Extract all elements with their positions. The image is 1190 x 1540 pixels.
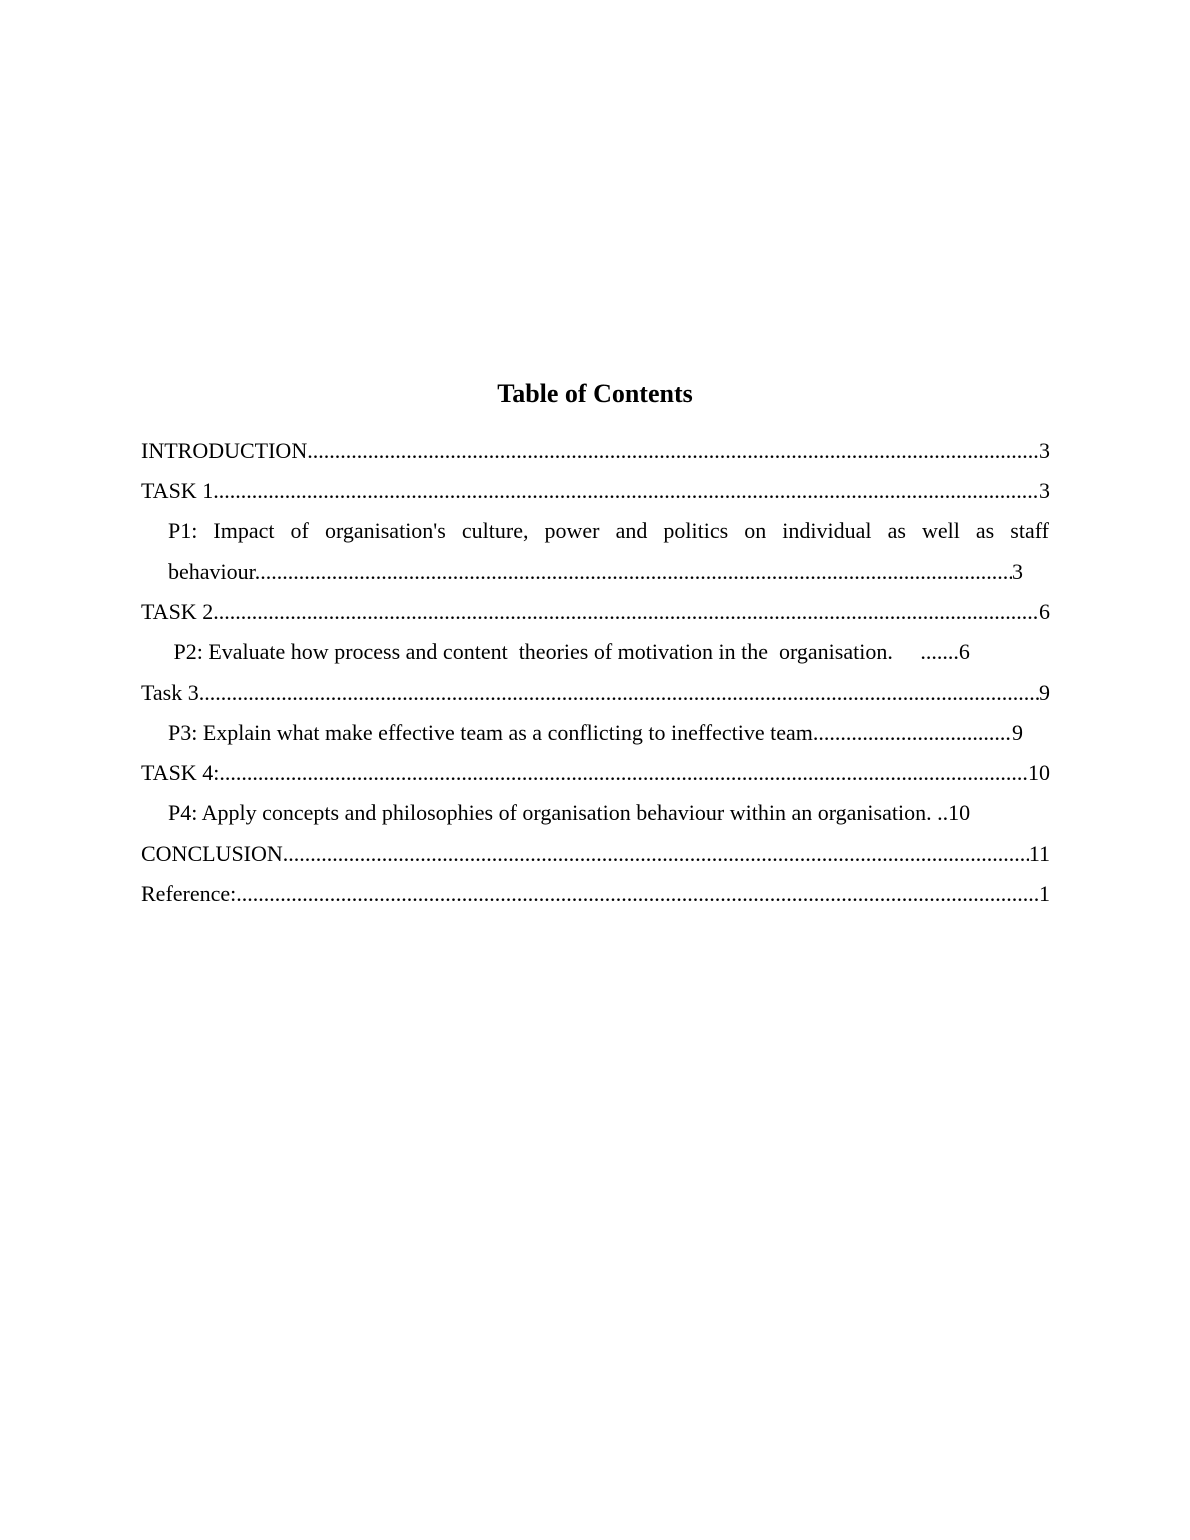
toc-dot-leader [213, 599, 1039, 625]
toc-entry-label: TASK 4: [141, 760, 220, 785]
toc-entry-p1-line-2[interactable] [168, 559, 1023, 585]
toc-entry-label: TASK 2 [141, 599, 214, 624]
toc-entry-task-2[interactable] [141, 599, 1050, 625]
toc-entry-p4[interactable]: P4: Apply concepts and philosophies of organisation behaviour within an organisation. ..10 [168, 800, 971, 825]
toc-entry-p2[interactable]: P2: Evaluate how process and content theories of motivation in the organisation. .......6 [168, 639, 970, 664]
toc-entry-introduction[interactable] [141, 438, 1050, 464]
toc-entry-label: Reference: [141, 881, 237, 906]
toc-entry-p1-line-1[interactable]: P1: Impact of organisation's culture, power and politics on individual as well as staff [168, 518, 1049, 543]
toc-entry-label: P3: Explain what make effective team as a conflicting to ineffective team [168, 720, 813, 745]
toc-entry-task-1[interactable] [141, 478, 1050, 504]
toc-entry-label: behaviour. [168, 559, 261, 584]
toc-dot-leader [236, 881, 1039, 907]
toc-dot-leader [219, 760, 1028, 786]
toc-dot-leader [260, 559, 1012, 585]
toc-entry-page: 3 [1012, 559, 1023, 584]
toc-entry-task-4[interactable] [141, 760, 1050, 786]
toc-entry-page: 9 [1039, 680, 1050, 705]
toc-dot-leader [307, 438, 1039, 464]
toc-entry-label: TASK 1 [141, 478, 214, 503]
toc-entry-page: 9 [1012, 720, 1023, 745]
toc-entry-page: 6 [1039, 599, 1050, 624]
toc-entry-task-3[interactable] [141, 680, 1050, 706]
toc-dot-leader [199, 680, 1039, 706]
toc-entry-page: 10 [1028, 760, 1050, 785]
toc-entry-conclusion[interactable] [141, 841, 1050, 867]
toc-entry-page: 3 [1039, 478, 1050, 503]
toc-entry-page: 3 [1039, 438, 1050, 463]
toc-entry-page: 11 [1028, 841, 1050, 866]
toc-title: Table of Contents [497, 379, 693, 408]
toc-dot-leader [813, 720, 1012, 746]
toc-entry-label: Task 3 [141, 680, 199, 705]
toc-entry-p3[interactable] [168, 720, 1023, 746]
toc-dot-leader [283, 841, 1029, 867]
toc-entry-page: 1 [1039, 881, 1050, 906]
toc-dot-leader [213, 478, 1039, 504]
toc-entry-reference[interactable] [141, 881, 1050, 907]
toc-entry-label: INTRODUCTION [141, 438, 308, 463]
toc-entry-label: CONCLUSION [141, 841, 283, 866]
